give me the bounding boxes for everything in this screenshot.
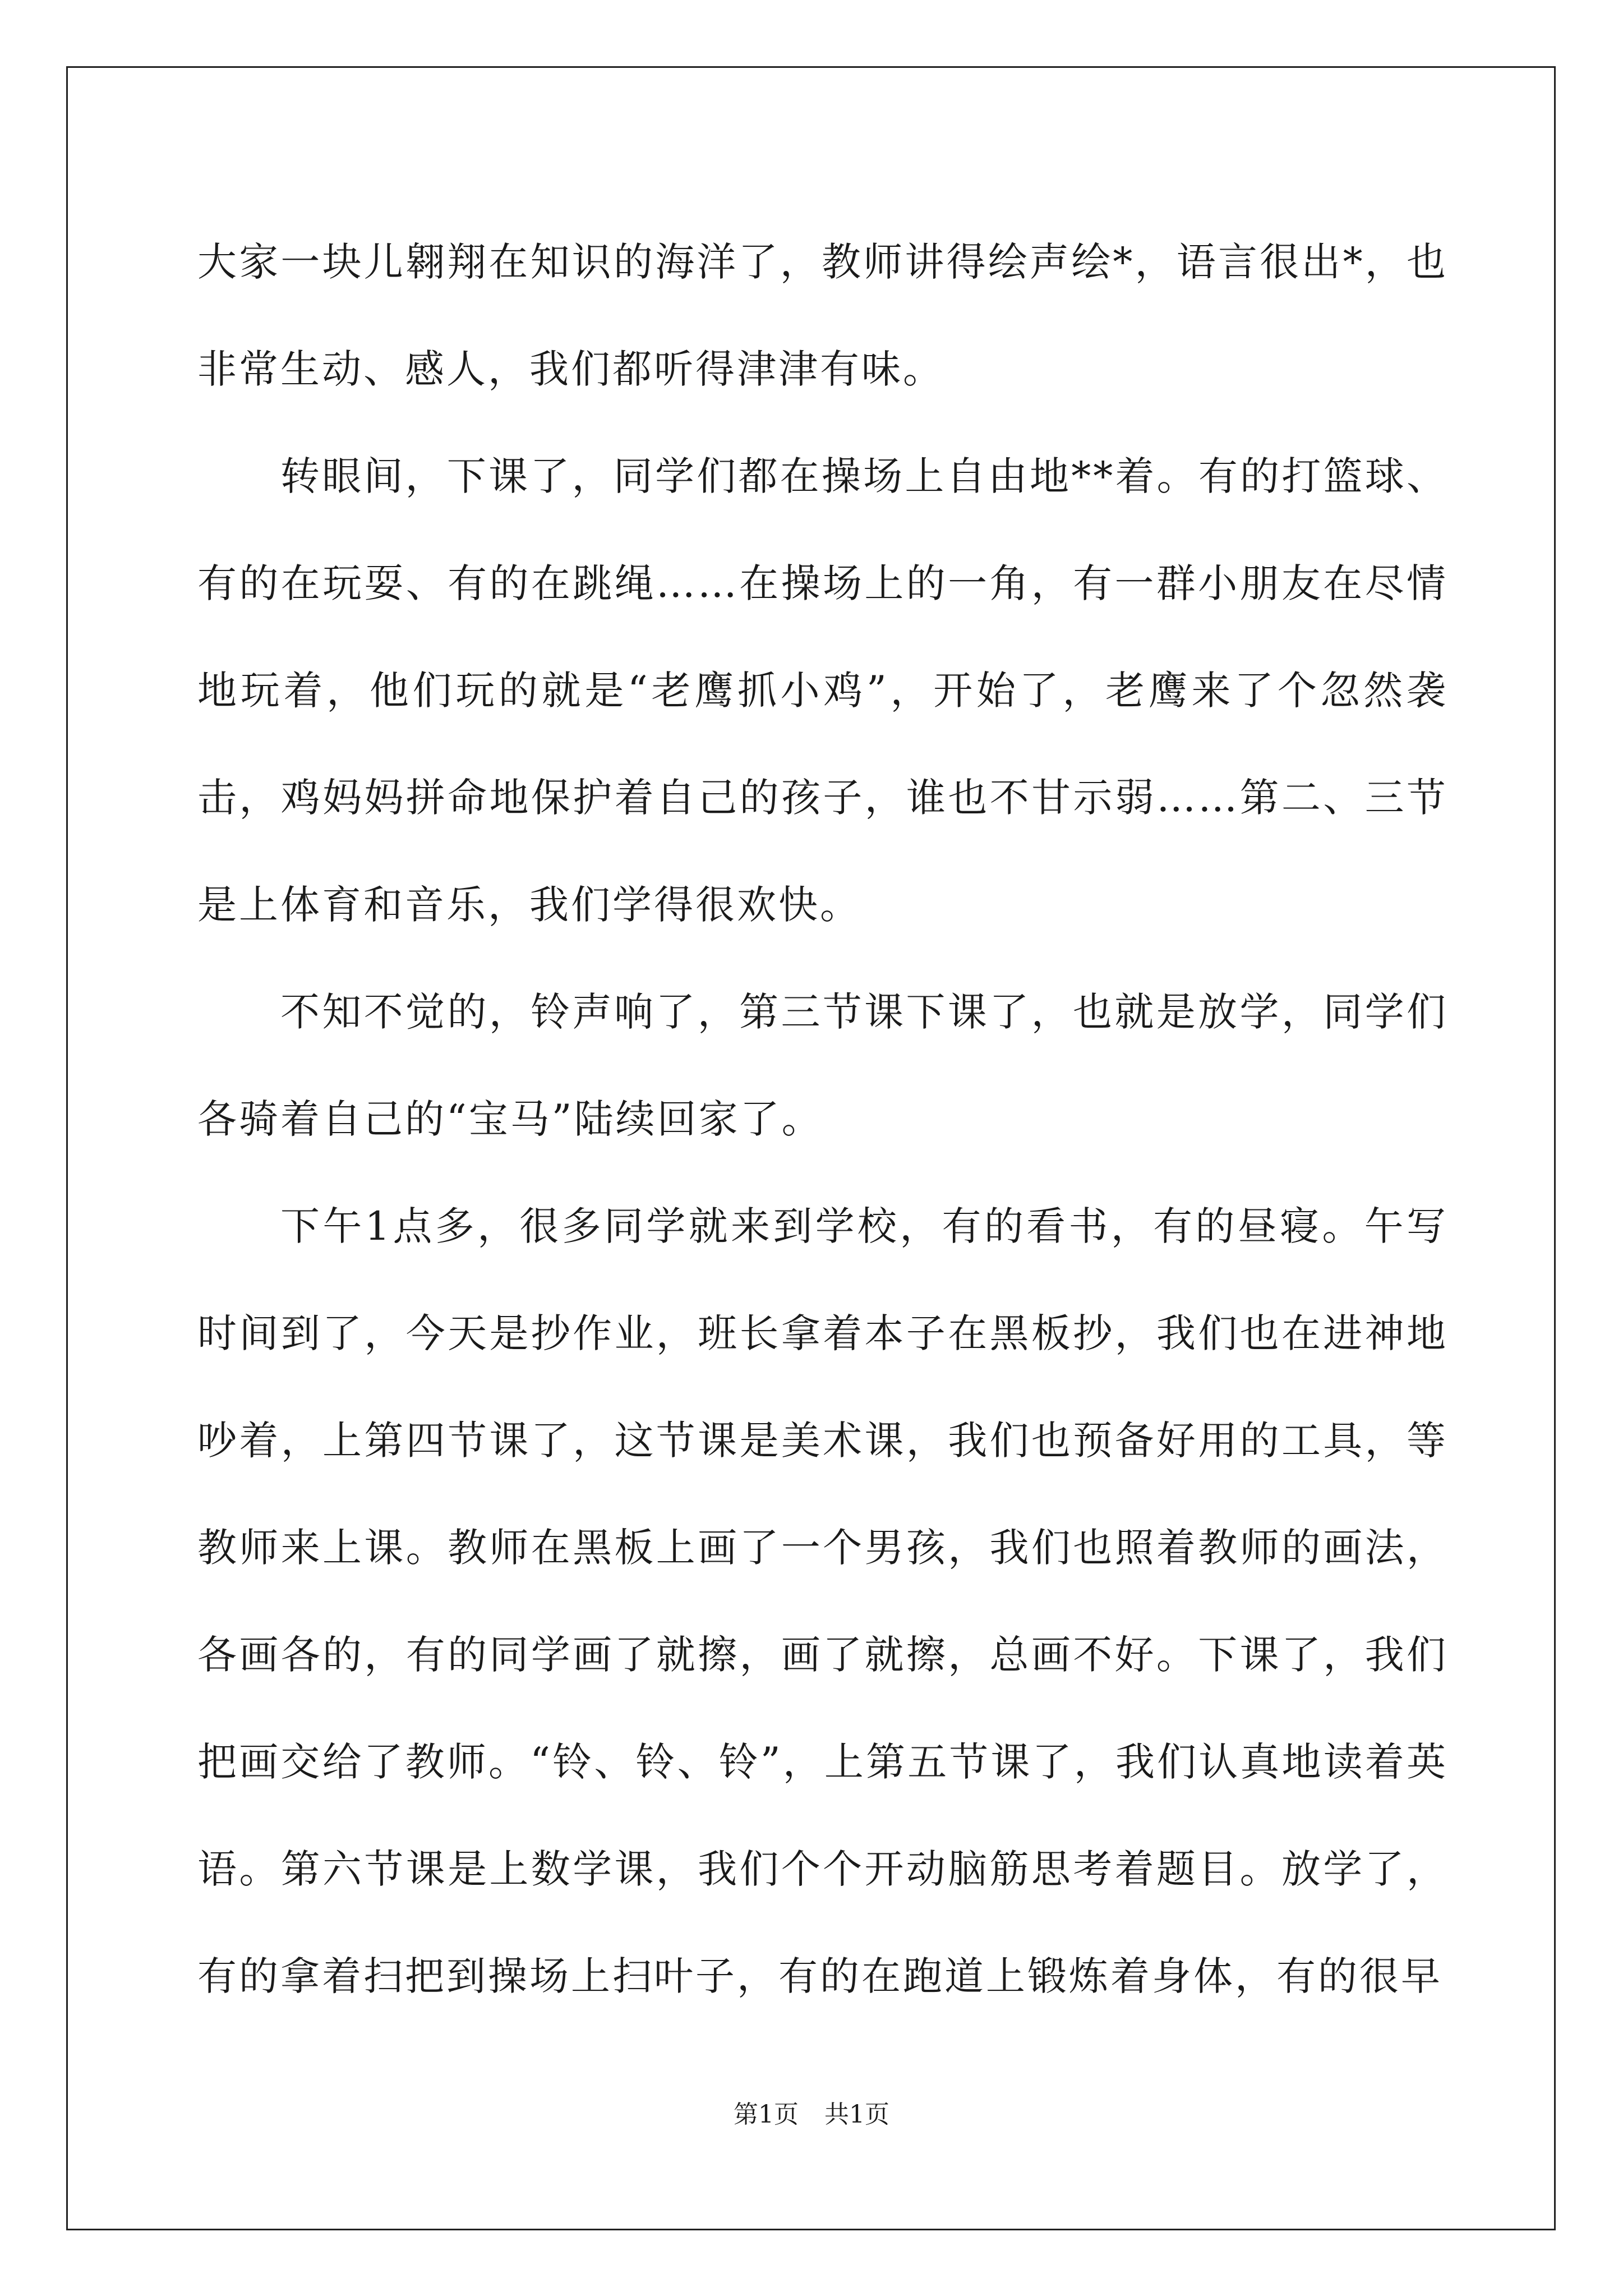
page-footer [0,2098,1623,2132]
document-body [197,209,1448,2030]
page-total: 共1页 [824,2100,889,2129]
paragraph-2: 转眼间，下课了，同学们都在操场上自由地**着。有的打篮球、有的在玩耍、有的在跳绳……在操场上的一角，有一群小朋友在尽情地玩着，他们玩的就是“老鹰抓小鸡”，开始了，老鹰来了个忽然袭击，鸡妈妈拼命地保护着自己的孩子，谁也不甘示弱……第二、三节是上体育和音乐，我们学得很欢快。 [197,453,1448,928]
paragraph-4: 下午1点多，很多同学就来到学校，有的看书，有的昼寝。午写时间到了，今天是抄作业，班长拿着本子在黑板抄，我们也在进神地吵着，上第四节课了，这节课是美术课，我们也预备好用的工具，等教师来上课。教师在黑板上画了一个男孩，我们也照着教师的画法，各画各的，有的同学画了就擦，画了就擦，总画不好。下课了，我们把画交给了教师。“铃、铃、铃”，上第五节课了，我们认真地读着英语。第六节课是上数学课，我们个个开动脑筋思考着题目。放学了，有的拿着扫把到操场上扫叶子，有的在跑道上锻炼着身体，有的很早 [197,1203,1448,1999]
page-number: 第1页 [734,2100,799,2129]
paragraph-3: 不知不觉的，铃声响了，第三节课下课了，也就是放学，同学们各骑着自己的“宝马”陆续回家了。 [197,989,1448,1142]
paragraph-1: 大家一块儿翱翔在知识的海洋了，教师讲得绘声绘*，语言很出*，也非常生动、感人，我们都听得津津有味。 [197,239,1448,392]
